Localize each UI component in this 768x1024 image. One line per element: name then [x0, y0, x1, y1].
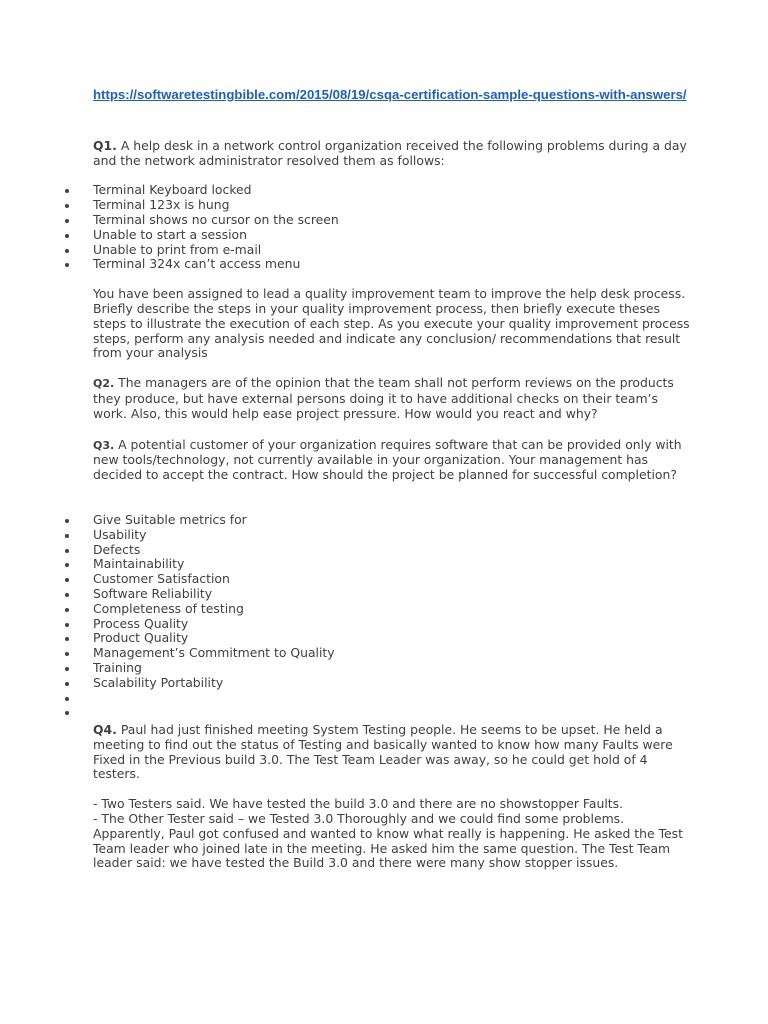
bullet-icon	[65, 549, 69, 553]
list-item: Maintainability	[93, 557, 693, 572]
bullet-icon	[65, 697, 69, 701]
bullet-icon	[65, 519, 69, 523]
document-page	[93, 88, 693, 871]
question-3-text: A potential customer of your organization requires software that can be provided only with new tools/technology, not currently available in your organization. Your management has decided to accept the contract. How should the project be planned for successful completion?	[93, 436, 682, 483]
list-item: Software Reliability	[93, 587, 693, 602]
source-link[interactable]: https://softwaretestingbible.com/2015/08/19/csqa-certification-sample-questions-with-answers/	[93, 87, 687, 102]
list-item	[93, 691, 693, 706]
bullet-icon	[65, 534, 69, 538]
list-item	[93, 705, 693, 720]
bullet-icon	[65, 667, 69, 671]
list-item: Product Quality	[93, 631, 693, 646]
list-item: Give Suitable metrics for	[93, 513, 693, 528]
list-item: Terminal Keyboard locked	[93, 183, 693, 198]
metrics-list	[93, 513, 693, 720]
list-item: Training	[93, 661, 693, 676]
question-3-label: Q3.	[93, 438, 115, 452]
list-item: Management’s Commitment to Quality	[93, 646, 693, 661]
bullet-icon	[65, 652, 69, 656]
bullet-icon	[65, 593, 69, 597]
bullet-icon	[65, 578, 69, 582]
list-item: Terminal 123x is hung	[93, 198, 693, 213]
question-1	[93, 139, 693, 169]
list-item: Unable to print from e-mail	[93, 243, 693, 258]
list-item: Process Quality	[93, 617, 693, 632]
question-4-text: Paul had just finished meeting System Testing people. He seems to be upset. He held a meeting to find out the status of Testing and basically wanted to know how many Faults were Fixed in the Previous build 3.0. The Test Team Leader was away, so he could get hold of 4 testers.	[93, 722, 673, 782]
question-1-label: Q1.	[93, 137, 117, 153]
question-1-followup: You have been assigned to lead a quality improvement team to improve the help desk process. Briefly describe the steps in your quality improvement process, then briefly execute theses steps to illustrate the execution of each step. As you execute your quality improvement process steps, perform any analysis needed and indicate any conclusion/ recommendations that result from your analysis	[93, 286, 690, 361]
bullet-icon	[65, 637, 69, 641]
question-4-line-2: - The Other Tester said – we Tested 3.0 Thoroughly and we could find some problems. Apparently, Paul got confused and wanted to know what really is happening. He asked the Test Team leader who joined late in the meeting. He asked him the same question. The Test Team leader said: we have tested the Build 3.0 and there were many show stopper issues.	[93, 811, 683, 871]
bullet-icon	[65, 234, 69, 238]
bullet-icon	[65, 711, 69, 715]
question-2-text: The managers are of the opinion that the team shall not perform reviews on the products they produce, but have external persons doing it to have additional checks on their team’s work. Also, this would help ease project pressure. How would you react and why?	[93, 375, 674, 421]
bullet-icon	[65, 563, 69, 567]
list-item: Defects	[93, 543, 693, 558]
problem-list	[93, 183, 693, 272]
question-4	[93, 723, 693, 782]
question-2	[93, 376, 693, 421]
bullet-icon	[65, 204, 69, 208]
question-1-text: A help desk in a network control organization received the following problems during a day and the network administrator resolved them as follows:	[93, 137, 687, 168]
question-3	[93, 438, 693, 483]
bullet-icon	[65, 623, 69, 627]
list-item: Completeness of testing	[93, 602, 693, 617]
bullet-icon	[65, 682, 69, 686]
question-4-label: Q4.	[93, 722, 117, 738]
list-item: Terminal 324x can’t access menu	[93, 257, 693, 272]
question-2-label: Q2.	[93, 377, 115, 391]
question-4-line-1: - Two Testers said. We have tested the build 3.0 and there are no showstopper Faults.	[93, 796, 624, 812]
bullet-icon	[65, 608, 69, 612]
list-item: Scalability Portability	[93, 676, 693, 691]
bullet-icon	[65, 249, 69, 253]
list-item: Terminal shows no cursor on the screen	[93, 213, 693, 228]
bullet-icon	[65, 263, 69, 267]
list-item: Unable to start a session	[93, 228, 693, 243]
bullet-icon	[65, 189, 69, 193]
list-item: Usability	[93, 528, 693, 543]
list-item: Customer Satisfaction	[93, 572, 693, 587]
bullet-icon	[65, 219, 69, 223]
